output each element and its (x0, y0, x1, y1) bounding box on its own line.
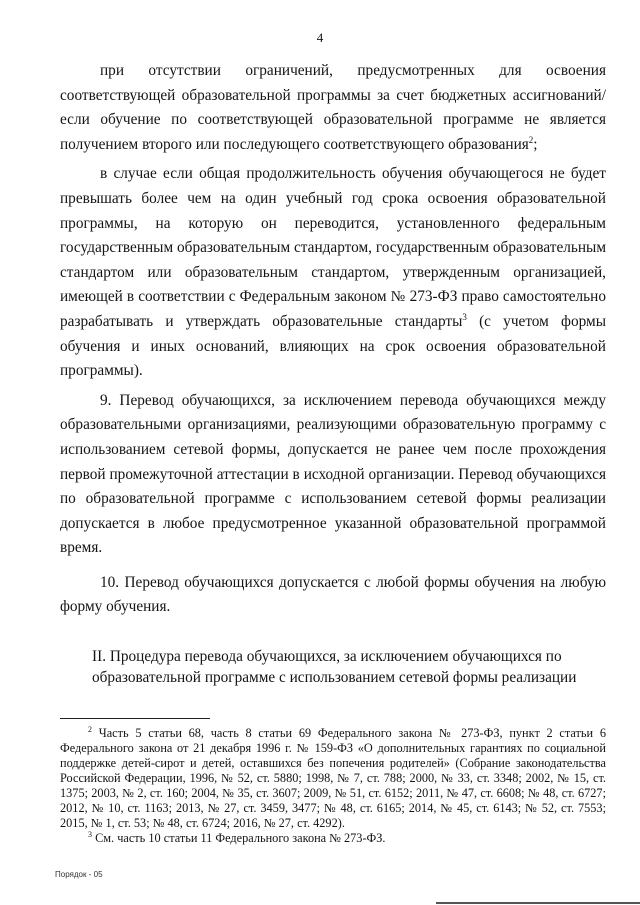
section-heading (60, 647, 606, 688)
footnotes (60, 726, 606, 846)
paragraph-text: при отсутствии ограничений, предусмотренных для освоения соответствующей образовательной программы за счет бюджетных ассигнований/если обучение по соответствующей образовательной программе не является получением второго или последующего соответствующего образования (60, 62, 606, 153)
footnote-2 (60, 726, 606, 831)
footnote-mark-2: 2 (88, 724, 92, 734)
paragraph-text: 9. Перевод обучающихся, за исключением перевода обучающихся между образовательными организациями, реализующими образовательную программу с использованием сетевой формы, допускается не ранее чем после прохождения первой промежуточной аттестации в исходной организации. Перевод обучающихся по образовательной программе с использованием сетевой формы реализации допускается в любое предусмотренное указанной образовательной программой время. (60, 391, 606, 557)
section-heading-line-2: образовательной программе с использованием сетевой формы реализации (92, 668, 577, 686)
scan-edge-line (436, 902, 640, 904)
footnote-ref-3[interactable]: 3 (462, 311, 467, 322)
footnote-text: См. часть 10 статьи 11 Федерального закона № 273-ФЗ. (92, 831, 386, 845)
paragraph-item-9 (60, 389, 606, 561)
paragraph-item-10 (60, 571, 606, 620)
paragraph-budget-condition (60, 59, 606, 157)
footnote-mark-3: 3 (88, 829, 92, 839)
document-footer-label: Порядок - 05 (55, 870, 103, 879)
footnote-separator (60, 718, 210, 719)
page-number: 4 (316, 30, 324, 45)
section-heading-line-1: II. Процедура перевода обучающихся, за исключением обучающихся по (92, 648, 562, 666)
paragraph-text: в случае если общая продолжительность обучения обучающегося не будет превышать более чем на один учебный год срока освоения образовательной программы, на которую он переводится, установленного федеральным государственным образовательным стандартом, государственным образовательным стандартом или образовательным стандартом, утвержденным организацией, имеющей в соответствии с Федеральным законом № 273-ФЗ право самостоятельно разрабатывать и утверждать образовательные стандарты (60, 165, 606, 330)
document-body (60, 59, 606, 688)
paragraph-text-tail: ; (533, 135, 538, 153)
footnote-ref-2[interactable]: 2 (528, 134, 534, 145)
paragraph-text: 10. Перевод обучающихся допускается с любой формы обучения на любую форму обучения. (60, 573, 606, 616)
footnote-3 (60, 831, 606, 846)
paragraph-text-tail: (с учетом формы обучения и иных оснований, влияющих на срок освоения образовательной программы). (60, 312, 606, 380)
footnote-text: Часть 5 статьи 68, часть 8 статьи 69 Федерального закона № 273-ФЗ, пункт 2 статьи 6 Федерального закона от 21 декабря 1996 г. № 159-ФЗ «О дополнительных гарантиях по социальной поддержке детей-сирот и детей, оставшихся без попечения родителей» (Собрание законодательства Российской Федерации, 1996, № 52, ст. 5880; 1998, № 7, ст. 788; 2000, № 33, ст. 3348; 2002, № 15, ст. 1375; 2003, № 2, ст. 160; 2004, № 35, ст. 3607; 2009, № 51, ст. 6152; 2011, № 47, ст. 6608; № 48, ст. 6727; 2012, № 10, ст. 1163; 2013, № 27, ст. 3459, 3477; № 48, ст. 6165; 2014, № 45, ст. 6143; № 52, ст. 7553; 2015, № 1, ст. 53; № 48, ст. 6724; 2016, № 27, ст. 4292). (60, 726, 606, 830)
paragraph-duration-condition (60, 162, 606, 383)
